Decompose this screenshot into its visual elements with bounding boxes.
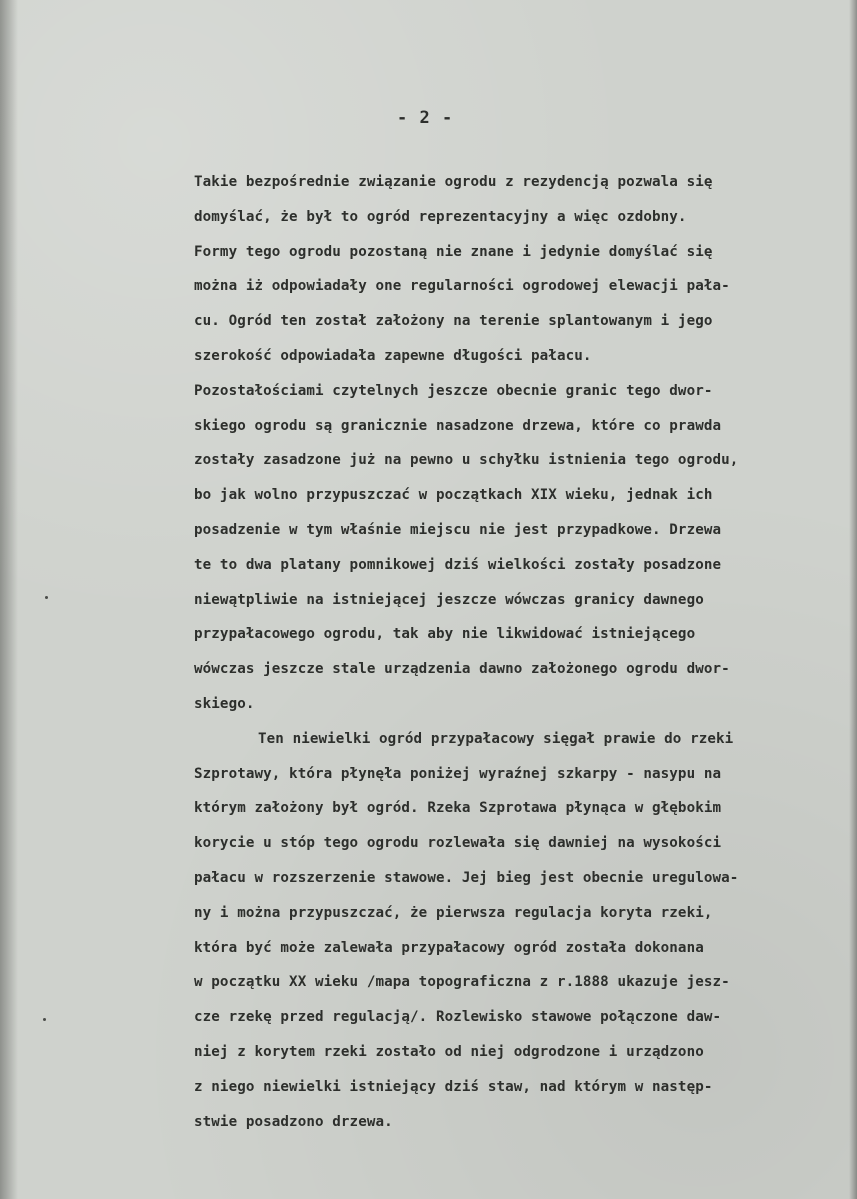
text-line: przypałacowego ogrodu, tak aby nie likwidować istniejącego [194, 626, 696, 643]
text-line: w początku XX wieku /mapa topograficzna z r.1888 ukazuje jesz- [194, 974, 730, 991]
text-line: Szprotawy, która płynęła poniżej wyraźnej szkarpy - nasypu na [194, 765, 722, 782]
text-line: ny i można przypuszczać, że pierwsza regulacja koryta rzeki, [194, 904, 713, 921]
paper-speck [43, 1018, 46, 1021]
text-line: cze rzekę przed regulacją/. Rozlewisko stawowe połączone daw- [194, 1009, 722, 1026]
text-line: pałacu w rozszerzenie stawowe. Jej bieg jest obecnie uregulowa- [194, 869, 739, 886]
left-scan-shadow [0, 0, 18, 1199]
text-line: Ten niewielki ogród przypałacowy sięgał prawie do rzeki [258, 730, 734, 747]
text-line: skiego. [194, 695, 255, 712]
text-line: skiego ogrodu są granicznie nasadzone drzewa, które co prawda [194, 417, 722, 434]
typed-text-body [194, 165, 839, 1139]
text-line: z niego niewielki istniejący dziś staw, nad którym w następ- [194, 1078, 713, 1095]
text-line: która być może zalewała przypałacowy ogród została dokonana [194, 939, 704, 956]
text-line: stwie posadzono drzewa. [194, 1113, 393, 1130]
page-number: - 2 - [397, 108, 454, 128]
text-line: wówczas jeszcze stale urządzenia dawno założonego ogrodu dwor- [194, 661, 730, 678]
text-line: Takie bezpośrednie związanie ogrodu z rezydencją pozwala się [194, 174, 713, 190]
text-line: którym założony był ogród. Rzeka Szprotawa płynąca w głębokim [194, 800, 722, 817]
text-line: posadzenie w tym właśnie miejscu nie jest przypadkowe. Drzewa [194, 521, 722, 538]
right-scan-shadow [849, 0, 857, 1199]
text-line: cu. Ogród ten został założony na terenie splantowanym i jego [194, 313, 713, 330]
text-line: korycie u stóp tego ogrodu rozlewała się dawniej na wysokości [194, 835, 722, 852]
text-line: bo jak wolno przypuszczać w początkach XIX wieku, jednak ich [194, 487, 713, 504]
text-line: Pozostałościami czytelnych jeszcze obecnie granic tego dwor- [194, 382, 713, 399]
text-line: niej z korytem rzeki zostało od niej odgrodzone i urządzono [194, 1043, 704, 1060]
text-line: szerokość odpowiadała zapewne długości pałacu. [194, 347, 592, 364]
paper-speck [45, 596, 48, 599]
text-line: można iż odpowiadały one regularności ogrodowej elewacji pała- [194, 278, 730, 295]
text-line: te to dwa platany pomnikowej dziś wielkości zostały posadzone [194, 556, 722, 573]
text-line: domyślać, że był to ogród reprezentacyjny a więc ozdobny. [194, 208, 687, 225]
text-line: niewątpliwie na istniejącej jeszcze wówczas granicy dawnego [194, 591, 704, 608]
text-line: zostały zasadzone już na pewno u schyłku istnienia tego ogrodu, [194, 452, 739, 469]
text-line: Formy tego ogrodu pozostaną nie znane i jedynie domyślać się [194, 243, 713, 260]
